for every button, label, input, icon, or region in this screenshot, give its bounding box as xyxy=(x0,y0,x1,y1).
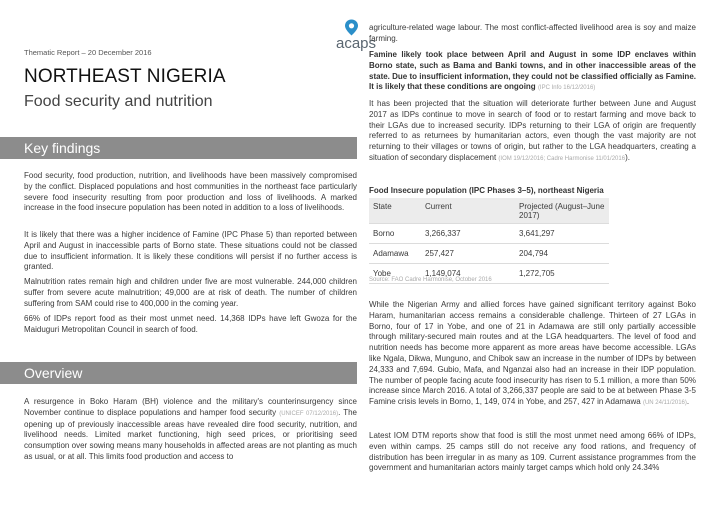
table-cell: Adamawa xyxy=(373,249,409,258)
overview-text: A resurgence in Boko Haram (BH) violence and the military's counterinsurgency since November continue to displace populations and hamper food security xyxy=(24,397,357,417)
report-meta: Thematic Report – 20 December 2016 xyxy=(24,48,152,57)
table-cell: 1,149,074 xyxy=(425,269,461,278)
table-header-state: State xyxy=(373,202,392,211)
page-title: NORTHEAST NIGERIA xyxy=(24,66,226,87)
table-cell: 3,266,337 xyxy=(425,229,461,238)
table-cell: Borno xyxy=(373,229,395,238)
table-row xyxy=(369,224,609,244)
key-finding-paragraph: 66% of IDPs report food as their most unmet need. 14,368 IDPs have left Gwoza for the Maiduguri Metropolitan Council in search of food. xyxy=(24,314,357,334)
table-header-row xyxy=(369,198,609,224)
key-finding-paragraph: Food security, food production, nutrition, and livelihoods have been massively compromised by the conflict. Displaced populations and host communities in the northeast face particularly severe food insecurity resulting from poor production and loss of livelihoods. A marked increase in the food insecure population has been noted in addition to a loss of livelihoods. xyxy=(24,171,357,213)
famine-bold-text: Famine likely took place between April and August in some IDP enclaves within Borno state, such as Bama and Banki towns, and in other inaccessible areas of the state. Due to insufficient information, they could not be classified officially as Famine. It is likely that these conditions are ongoing xyxy=(369,50,696,92)
key-finding-paragraph: Malnutrition rates remain high and children under five are most vulnerable. 244,000 children suffer from severe acute malnutrition; 49,000 are at risk of death. The number of children suffering from SAM could rise to 400,000 in the coming year. xyxy=(24,277,357,308)
overview-heading: Overview xyxy=(0,362,357,384)
iom-paragraph: Latest IOM DTM reports show that food is still the most unmet need among 66% of IDPs, even within camps. 25 camps still do not receive any food rations, and frequency of distribution has been irregular in as many as 109. Current assistance programmes from the government and humanitarian actors mainly target camps which hold only 24.34% xyxy=(369,431,696,473)
food-insecure-table xyxy=(369,198,609,284)
army-text: While the Nigerian Army and allied forces have gained significant territory against Boko Haram, humanitarian access remains a considerable challenge. Thirteen of 27 LGAs in Borno, four of 17 in Yobe, and one of 21 in Adamawa are still only partially accessible through military-secured main routes and at the LGA headquarters. The level of food and nutrition needs has become more apparent as more areas have become accessible. LGAs like Ngala, Dikwa, Munguno, and Chibok saw an increase in the number of IDPs by between 24,333 and 7,694. Gubio, Mafa, and Nganzai also had an increase in their IDP population. The number of people facing acute food insecurity has risen to 5.1 million, a more than 50% increase since March 2016. A total of 3,266,337 people are said to be at between Phase 3-5 Famine crisis levels in Borno, 1, 149, 074 in Yobe, and 257, 427 in Adamawa xyxy=(369,300,696,407)
table-cell: 257,427 xyxy=(425,249,454,258)
projection-source: (IOM 19/12/2016; Cadre Harmonise 11/01/2016 xyxy=(498,155,626,162)
table-cell: 204,794 xyxy=(519,249,548,258)
army-paragraph xyxy=(369,300,696,409)
table-row xyxy=(369,244,609,264)
logo-wordmark: acaps xyxy=(335,35,377,52)
army-source: (UN 24/11/2016) xyxy=(642,400,687,407)
projection-end: ). xyxy=(625,152,630,162)
location-pin-icon xyxy=(344,19,359,36)
page-subtitle: Food security and nutrition xyxy=(24,93,213,110)
overview-text-cont: . The opening up of previously inaccessible areas have revealed dire food security, nutrition, and livelihood needs. Limited market functioning, high seed prices, or prioritising seed consumption over sowing means many households in affected areas are not planting as much as usual, or at all. This limits food production and access to xyxy=(24,407,357,461)
right-intro-paragraph: agriculture-related wage labour. The most conflict-affected livelihood area is soy and maize farming. xyxy=(369,23,696,43)
overview-paragraph xyxy=(24,397,357,463)
projection-paragraph xyxy=(369,99,696,165)
table-cell: Yobe xyxy=(373,269,391,278)
army-end: . xyxy=(686,397,690,407)
table-header-current: Current xyxy=(425,202,452,211)
key-findings-heading: Key findings xyxy=(0,137,357,159)
famine-paragraph xyxy=(369,50,696,94)
table-cell: 1,272,705 xyxy=(519,269,555,278)
projection-text: It has been projected that the situation will deteriorate further between June and August 2017 as IDPs continue to move in search of food or to restart farming and move back to their LGAs due to increased security. IDPs returning to their LGA of origin are frequently referred to as returnees by humanitarian actors, even though the vast majority are not returning to their villages or towns of origin, but rather to the LGA headquarters, creating a situation of secondary displacement xyxy=(369,99,696,162)
famine-source: (IPC Info 16/12/2016) xyxy=(537,85,596,92)
key-finding-paragraph: It is likely that there was a higher incidence of Famine (IPC Phase 5) than reported between April and August in inaccessible parts of Borno state. These situations could not be classed due to insufficient information. It is likely these conditions will persist if no further access is granted. xyxy=(24,230,357,272)
table-header-projected: Projected (August–June 2017) xyxy=(519,202,605,220)
table-title: Food Insecure population (IPC Phases 3–5), northeast Nigeria xyxy=(369,186,604,195)
overview-source: (UNICEF 07/12/2016) xyxy=(279,410,339,417)
table-source: Source: FAO Cadre Harmonise, October 2016 xyxy=(369,277,492,283)
table-cell: 3,641,297 xyxy=(519,229,555,238)
